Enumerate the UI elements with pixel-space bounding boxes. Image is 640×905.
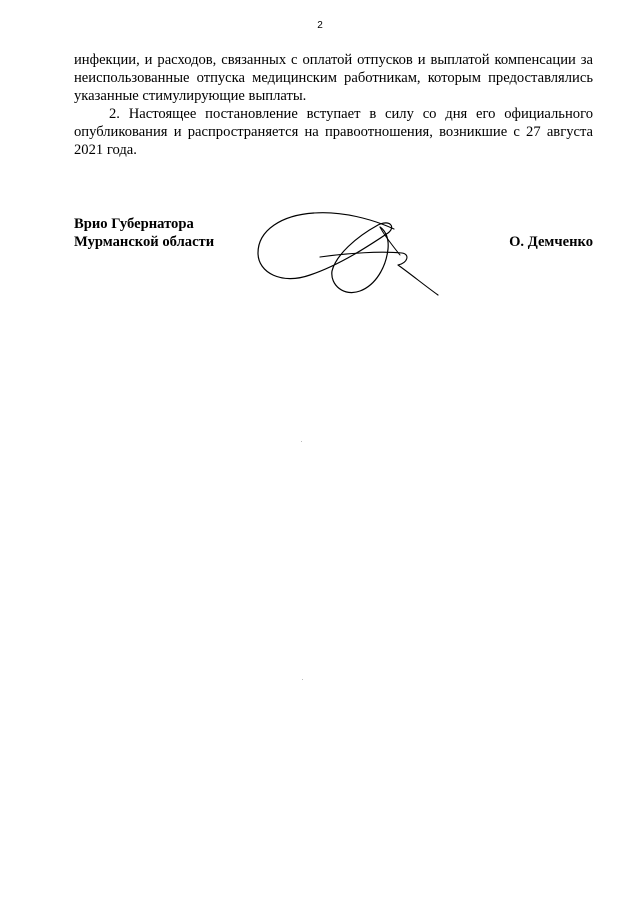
signatory-title-line-1: Врио Губернатора	[74, 216, 194, 232]
scan-speck	[302, 679, 303, 680]
signatory-title-line-2: Мурманской области	[74, 234, 215, 250]
document-body	[74, 51, 593, 159]
signatory-name: О. Демченко	[509, 234, 593, 250]
paragraph-continuation: инфекции, и расходов, связанных с оплатой отпусков и выплатой компенсации за неиспользованные отпуска медицинским работникам, которым предоставлялись указанные стимулирующие выплаты.	[74, 52, 593, 104]
paragraph-2: 2. Настоящее постановление вступает в силу со дня его официального опубликования и распространяется на правоотношения, возникшие с 27 августа 2021 года.	[74, 106, 593, 158]
page-number: 2	[317, 20, 323, 31]
scan-speck	[301, 441, 302, 442]
signatory-title	[74, 215, 214, 251]
handwritten-signature	[252, 205, 442, 300]
